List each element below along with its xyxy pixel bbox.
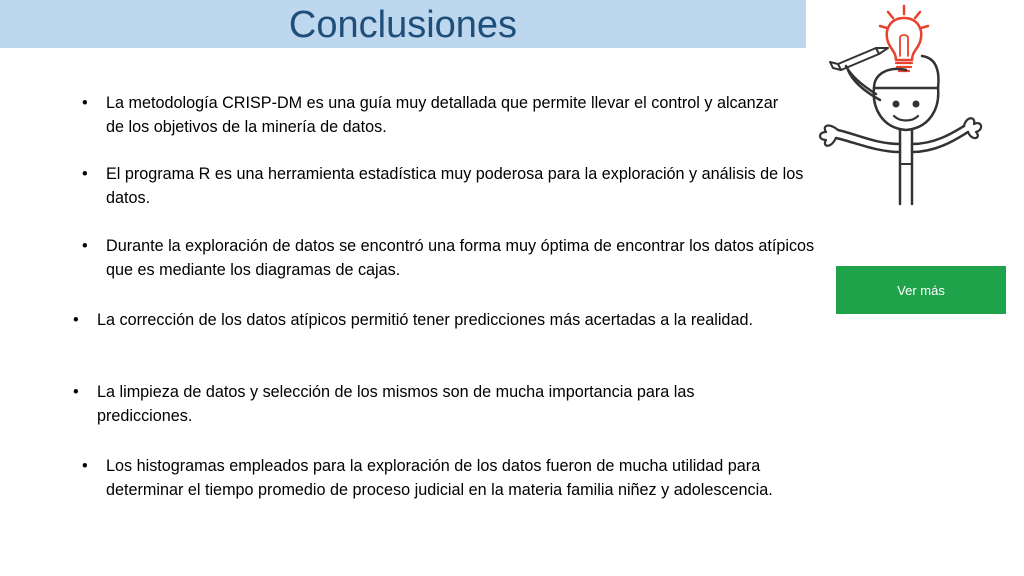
bullet-text: Los histogramas empleados para la exploración de los datos fueron de mucha utilidad para determinar el tiempo promedio de proceso judicial en la materia familia niñez y adolescencia. — [106, 457, 773, 499]
bullet-text: La corrección de los datos atípicos permitió tener predicciones más acertadas a la realidad. — [97, 311, 753, 329]
list-item — [82, 454, 822, 502]
bullet-marker: • — [73, 383, 79, 401]
bullet-marker: • — [82, 165, 88, 183]
bullet-marker: • — [82, 237, 88, 255]
bullet-text: El programa R es una herramienta estadística muy poderosa para la exploración y análisis de los datos. — [106, 165, 804, 207]
list-item — [82, 234, 822, 282]
bullet-text: La metodología CRISP-DM es una guía muy detallada que permite llevar el control y alcanzar de los objetivos de la minería de datos. — [106, 94, 779, 136]
bullet-text: Durante la exploración de datos se encontró una forma muy óptima de encontrar los datos atípicos que es mediante los diagramas de cajas. — [106, 237, 815, 279]
bullet-text: La limpieza de datos y selección de los mismos son de mucha importancia para las predicciones. — [97, 383, 695, 425]
ver-mas-button[interactable]: Ver más — [836, 266, 1006, 314]
list-item — [82, 91, 782, 139]
list-item — [73, 380, 753, 428]
bullet-marker: • — [82, 94, 88, 112]
bullet-marker: • — [73, 311, 79, 329]
page-title: Conclusiones — [288, 4, 518, 46]
list-item — [73, 308, 753, 332]
list-item — [82, 162, 812, 210]
bullet-marker: • — [82, 457, 88, 475]
thinking-person-lightbulb-icon — [816, 4, 986, 214]
